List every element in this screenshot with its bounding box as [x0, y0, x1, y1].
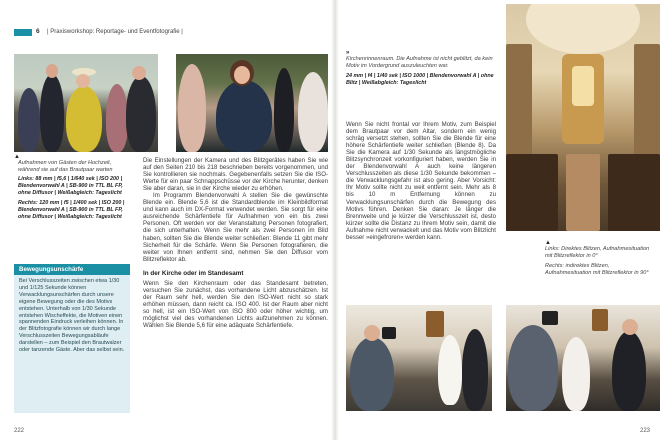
- body-paragraph: Wenn Sie nicht frontal vor Ihrem Motiv, zum Beispiel dem Brautpaar vor dem Altar, sondern ein wenig schräg versetzt stehen, sollten Sie die Blende für eine höhere Schärfentiefe weiter schließen (Blende 8). Da Sie die Kamera auf 1/30 Sekunde als längstmögliche Blitzsynchronzeit vorkonfiguriert haben, werden Sie in der Blendenvorwahl A auch keine längeren Verschlusszeiten als diese 1/30 Sekunde bekommen – die Verwacklungsgefahr ist also gering. Aber Vorsicht: Ihr Motiv sollte nicht zu weit entfernt sein. Mehr als 8 bis 10 m Entfernung können zu Verwacklungsunschärfen durch die Bewegung des Motivs führen. Denken Sie daran: Je länger die Brennweite und je kürzer die Verschlusszeit ist, desto kürzer sollte die Distanz zu Ihrem Motiv sein, damit die Aufnahme nicht verwackelt und das Motiv vom Blitzlicht besser »eingefroren« werden kann.: [346, 121, 496, 241]
- body-paragraph: Die Einstellungen der Kamera und des Blitzgerätes haben Sie wie auf den Seiten 210 bis 218 beschrieben bereits vorgenommen, und Sie kontrollieren sie nochmals. Gegebenenfalls setzen Sie die ISO-Werte für ein paar Schnappschüsse vor der Kirche herunter, denken Sie aber daran, sie in der Kirche wieder zu erhöhen.: [143, 157, 328, 193]
- sidebar-title: Bewegungsunschärfe: [14, 264, 130, 275]
- photographer-in-church-photo-left: [346, 305, 492, 411]
- photographer-in-church-photo-right: [506, 305, 660, 411]
- caption-text-right: Rechts: indirektes Blitzen, Aufnahmesituation mit Blitzreflektor in 90°: [545, 263, 649, 276]
- running-header: | Praxisworkshop: Reportage- und Eventfotografie |: [47, 28, 183, 35]
- sidebar-box: [14, 264, 130, 413]
- caption-marker: ▲: [545, 240, 551, 246]
- sidebar-text: Bei Verschlusszeiten zwischen etwa 1/30 und 1/125 Sekunde können Verwacklungsunschärfen durch unsere eigene Bewegung oder die des Motivs entstehen. Unterhalb von 1/30 Sekunde entstehen Wischeffekte, die Motiven einen spannenden Eindruck verleihen können. In der Blitzfotografie können wir durch lange Verschlusszeiten Bewegungsabläufe darstellen – zum Beispiel den Brautwalzer oder tanzende Gäste. Aber das selbst sein.: [19, 278, 125, 354]
- page-number-right: 223: [640, 428, 651, 434]
- church-photo-caption: [346, 50, 496, 87]
- flash-photo-caption: [545, 240, 655, 277]
- wedding-guests-photo-right: [176, 54, 328, 152]
- body-paragraph: Wenn Sie den Kirchenraum oder das Standesamt betreten, versuchen Sie zunächst, das vorhandene Licht abzuschätzen. Ist der Raum sehr hell, werden Sie den ISO-Wert nicht so stark erhöhen müssen, dann reicht ca. ISO 400. Ist der Raum aber nicht so hell, ist ein ISO-Wert von ISO 800 oder höher wichtig, um möglichst viel des vorhandenen Lichts aufzunehmen zu können. Wählen Sie Blende 5,6 für eine adäquate Schärfentiefe.: [143, 279, 328, 330]
- caption-text-left: Links: Direktes Blitzen, Aufnahmesituation mit Blitzreflektor in 0°: [545, 246, 650, 259]
- caption-marker: »: [346, 50, 350, 56]
- left-photo-caption: [14, 154, 132, 221]
- caption-marker: ▲: [14, 154, 20, 160]
- left-body-text: [143, 157, 328, 329]
- caption-text: Kirchenrinnenraum. Die Aufnahme ist nicht geblitzt, da kein Motiv im Vordergrund auszuleuchten war.: [346, 56, 493, 69]
- book-gutter: [331, 0, 339, 440]
- caption-settings-right: Rechts: 120 mm | f5 | 1/400 sek | ISO 200 | Blendenvorwahl A | SB-900 in TTL BL FP, ohne Diffusor | Weißabgleich: Tageslicht: [18, 200, 125, 220]
- caption-settings-left: Links: 88 mm | f5,6 | 1/640 sek | ISO 200 | Blendenvorwahl A | SB-900 in TTL BL FP, ohne Diffusor | Weißabgleich: Tageslicht: [18, 176, 123, 196]
- chapter-color-bar: [14, 29, 32, 36]
- church-interior-photo: [506, 4, 660, 231]
- page-number-left: 222: [14, 428, 25, 434]
- caption-settings: 24 mm | f4 | 1/40 sek | ISO 1000 | Blendenvorwahl A | ohne Blitz | Weißabgleich: Tageslicht: [346, 73, 494, 86]
- right-body-text: [346, 121, 496, 241]
- caption-text: Aufnahmen von Gästen der Hochzeit, während sie auf das Brautpaar warten: [18, 160, 113, 173]
- body-paragraph: Im Programm Blendenvorwahl A stellen Sie die gewünschte Blende ein. Blende 5,6 ist die Standardblende im Kleinbildformat und kann auch im DX-Format verwendet werden. Sie sorgt für eine ausreichende Schärfentiefe für Aufnahmen von ein bis zwei Personen. Oft werden vor der Veranstaltung Personen fotografiert, die sich unterhalten. Wenn Sie mehr als zwei Personen im Bild haben, sollten Sie die Blende weiter schließen: Blende 11 gibt mehr Sicherheit für die Schärfe. Wenn Sie Personen fotografieren, die weiter von Ihnen entfernt sind, nehmen Sie den Diffusor vom Blitzreflektor ab.: [143, 192, 328, 263]
- wedding-guests-photo-left: [14, 54, 158, 152]
- section-subheading: In der Kirche oder im Standesamt: [143, 269, 244, 277]
- chapter-number: 6: [36, 28, 40, 35]
